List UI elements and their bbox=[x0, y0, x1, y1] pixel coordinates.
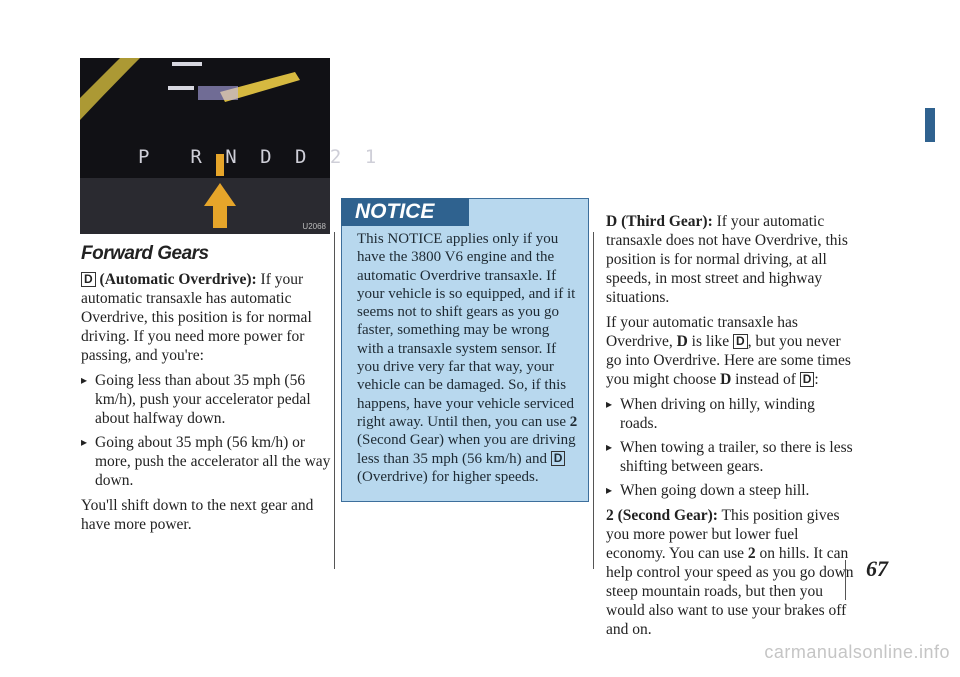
text-part: is like bbox=[687, 333, 734, 350]
overdrive-text: If your automatic transaxle has automatic Overdrive, this position is for normal driving. If you need more power for passing, and you're: bbox=[81, 271, 312, 364]
column-divider bbox=[334, 232, 335, 569]
list-item: ▸ When going down a steep hill. bbox=[606, 481, 856, 500]
section-heading: Forward Gears bbox=[81, 243, 209, 264]
gear-letter: 2 bbox=[747, 545, 756, 562]
right-column bbox=[606, 212, 856, 645]
list-item: ▸ When driving on hilly, winding roads. bbox=[606, 395, 856, 433]
section-tab-marker bbox=[925, 108, 935, 142]
second-gear-label: 2 bbox=[569, 413, 578, 430]
overdrive-gear-symbol: D bbox=[81, 272, 96, 287]
gear-letter: D bbox=[720, 371, 732, 388]
text-part: instead of bbox=[731, 371, 800, 388]
overdrive-label: (Automatic Overdrive): bbox=[95, 271, 257, 288]
list-item: ▸ Going about 35 mph (56 km/h) or more, push the accelerator all the way down. bbox=[81, 433, 341, 490]
left-column bbox=[81, 244, 341, 540]
third-gear-label: D (Third Gear): bbox=[606, 213, 713, 230]
text-part: on hills. It can help control your speed as you go down steep mountain roads, but then you would also want to use your brakes off and on. bbox=[606, 545, 854, 638]
column-divider bbox=[593, 232, 594, 569]
shift-down-paragraph: You'll shift down to the next gear and have more power. bbox=[81, 497, 314, 533]
list-item: ▸ Going less than about 35 mph (56 km/h), push your accelerator pedal about halfway down. bbox=[81, 371, 341, 428]
overdrive-comparison-paragraph bbox=[606, 313, 856, 389]
text-part: : bbox=[814, 371, 819, 388]
gear-readout: P R N D D 2 1 bbox=[138, 146, 383, 168]
notice-text-part: (Second Gear) when you are driving less than 35 mph (56 km/h) and bbox=[357, 432, 576, 467]
figure-code: U2068 bbox=[302, 222, 326, 231]
overdrive-gear-symbol: D bbox=[551, 451, 566, 466]
page-number: 67 bbox=[866, 556, 888, 581]
passing-list bbox=[81, 371, 341, 490]
notice-text-part: (Overdrive) for higher speeds. bbox=[357, 468, 539, 485]
overdrive-paragraph bbox=[81, 270, 341, 365]
second-gear-paragraph bbox=[606, 506, 856, 639]
gear-letter: D bbox=[676, 333, 688, 350]
list-item: ▸ When towing a trailer, so there is less shifting between gears. bbox=[606, 438, 856, 476]
text-part: This position gives you more power but lower fuel economy. You can use bbox=[606, 507, 840, 562]
third-gear-list bbox=[606, 395, 856, 500]
watermark-url[interactable]: carmanualsonline.info bbox=[764, 642, 950, 662]
notice-text bbox=[357, 230, 579, 486]
gear-indicator-photo bbox=[80, 58, 383, 234]
notice-title: NOTICE bbox=[341, 198, 469, 226]
overdrive-gear-symbol: D bbox=[733, 334, 748, 349]
text-part: , but you never go into Overdrive. Here are some times you might choose bbox=[606, 333, 851, 388]
notice-text-part: This NOTICE applies only if you have the 3800 V6 engine and the automatic Overdrive transaxle. If your vehicle is so equipped, and if it seems not to shift gears as you go faster, something may be wrong with a transaxle system sensor. If you drive very far that way, your vehicle can be damaged. So, if this happens, have your vehicle serviced right away. Until then, you can use bbox=[357, 231, 576, 430]
third-gear-paragraph bbox=[606, 212, 856, 307]
overdrive-gear-symbol: D bbox=[800, 372, 815, 387]
text-part: If your automatic transaxle has Overdrive, bbox=[606, 314, 798, 350]
second-gear-label: 2 (Second Gear): bbox=[606, 507, 718, 524]
third-gear-text: If your automatic transaxle does not have Overdrive, this position is for normal driving, at all speeds, in most street and highway situations. bbox=[606, 213, 848, 306]
